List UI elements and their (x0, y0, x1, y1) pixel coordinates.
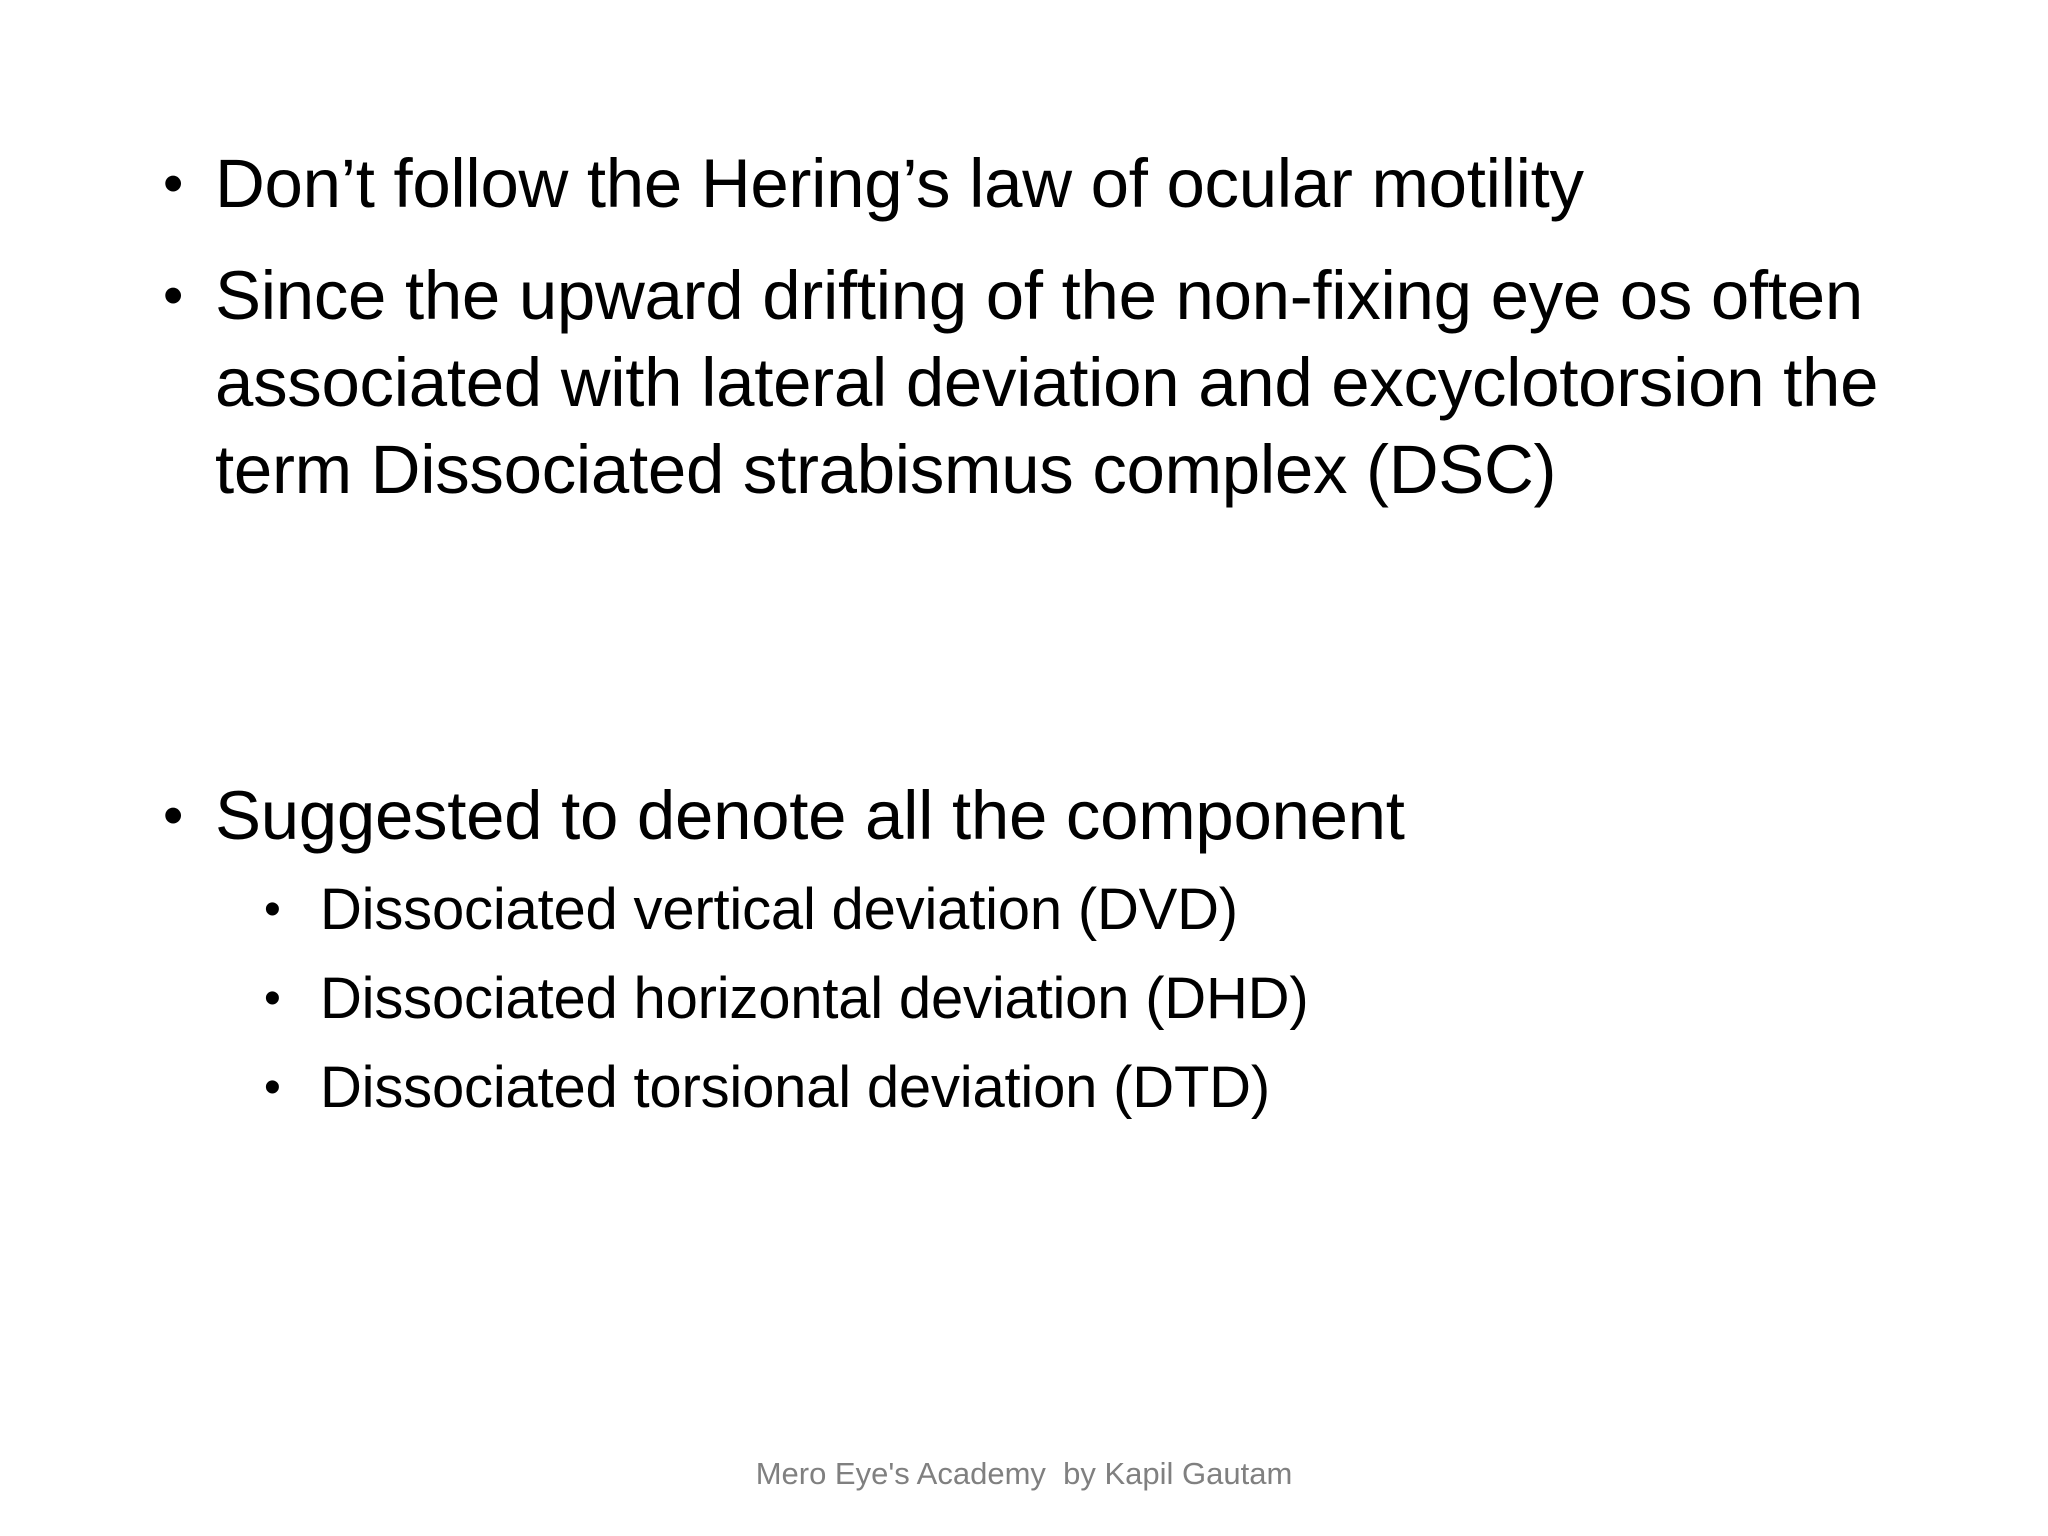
sub-bullet-dot: • (264, 1061, 281, 1114)
bullet-dot: • (163, 263, 184, 328)
sub-bullet-dhd (264, 955, 1964, 1043)
sub-bullet-text: Dissociated vertical deviation (DVD) (320, 877, 1238, 942)
bullet-text: Since the upward drifting of the non-fixing eye os often associated with lateral deviation and excyclotorsion the term Dissociated strabismus complex (DSC) (215, 257, 1898, 508)
sub-bullet-dtd (264, 1044, 1964, 1132)
bullet-components (163, 772, 2023, 859)
bullet-dsc-term (163, 252, 2023, 513)
bullet-dot: • (163, 151, 184, 216)
bullet-text: Don’t follow the Hering’s law of ocular motility (215, 145, 1584, 222)
sub-bullet-dot: • (264, 883, 281, 936)
sub-bullet-dot: • (264, 972, 281, 1025)
bullet-text: Suggested to denote all the component (215, 777, 1405, 854)
bullet-dot: • (163, 783, 184, 848)
sub-bullet-text: Dissociated horizontal deviation (DHD) (320, 966, 1309, 1031)
sub-bullet-text: Dissociated torsional deviation (DTD) (320, 1055, 1270, 1120)
slide-footer: Mero Eye's Academy by Kapil Gautam (755, 1456, 1293, 1491)
bullet-herings-law (163, 140, 2023, 227)
sub-bullet-dvd (264, 866, 1964, 954)
